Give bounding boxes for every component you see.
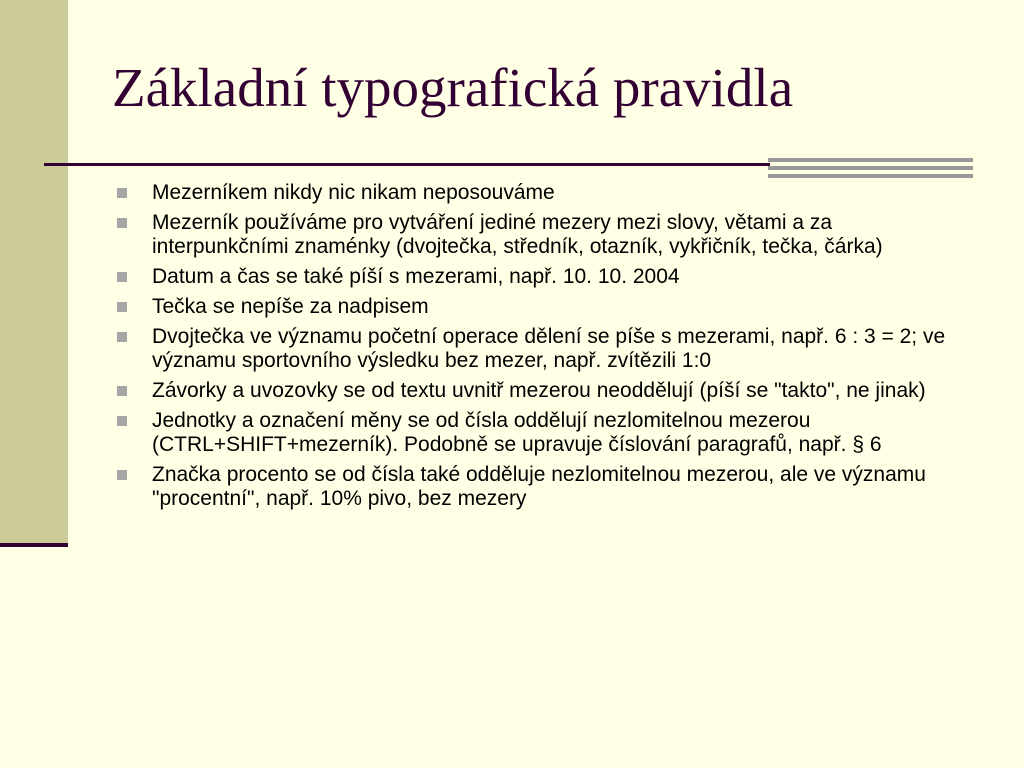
bullet-text: Datum a čas se také píší s mezerami, např. 10. 10. 2004 <box>152 265 680 288</box>
left-band-underline <box>0 543 68 547</box>
square-bullet-icon <box>117 470 127 480</box>
square-bullet-icon <box>117 218 127 228</box>
left-decorative-band <box>0 0 68 545</box>
bullet-text: Mezerník používáme pro vytváření jediné mezery mezi slovy, větami a za interpunkčními znaménky (dvojtečka, středník, otazník, vykřičník, tečka, čárka) <box>152 211 883 258</box>
title-divider-line <box>44 163 770 166</box>
square-bullet-icon <box>117 188 127 198</box>
bullet-item <box>114 295 974 319</box>
bullet-item <box>114 181 974 205</box>
square-bullet-icon <box>117 386 127 396</box>
bullet-item <box>114 379 974 403</box>
bullet-text: Závorky a uvozovky se od textu uvnitř mezerou neoddělují (píší se "takto", ne jinak) <box>152 379 926 402</box>
bullet-list <box>114 181 974 517</box>
decorative-bar-3 <box>768 174 973 178</box>
bullet-item <box>114 409 974 457</box>
bullet-text: Dvojtečka ve významu početní operace dělení se píše s mezerami, např. 6 : 3 = 2; ve významu sportovního výsledku bez mezer, např. zvítězili 1:0 <box>152 325 946 372</box>
bullet-item <box>114 325 974 373</box>
bullet-item <box>114 211 974 259</box>
decorative-bar-2 <box>768 166 973 170</box>
bullet-text: Značka procento se od čísla také odděluje nezlomitelnou mezerou, ale ve významu "procentní", např. 10% pivo, bez mezery <box>152 463 926 510</box>
bullet-text: Jednotky a označení měny se od čísla oddělují nezlomitelnou mezerou (CTRL+SHIFT+mezerník). Podobně se upravuje číslování paragrafů, např. § 6 <box>152 409 882 456</box>
bullet-item <box>114 463 974 511</box>
square-bullet-icon <box>117 416 127 426</box>
decorative-bar-1 <box>768 158 973 162</box>
bullet-text: Mezerníkem nikdy nic nikam neposouváme <box>152 181 555 204</box>
bullet-text: Tečka se nepíše za nadpisem <box>152 295 429 318</box>
slide-title: Základní typografická pravidla <box>112 57 794 118</box>
square-bullet-icon <box>117 302 127 312</box>
square-bullet-icon <box>117 332 127 342</box>
square-bullet-icon <box>117 272 127 282</box>
bullet-item <box>114 265 974 289</box>
